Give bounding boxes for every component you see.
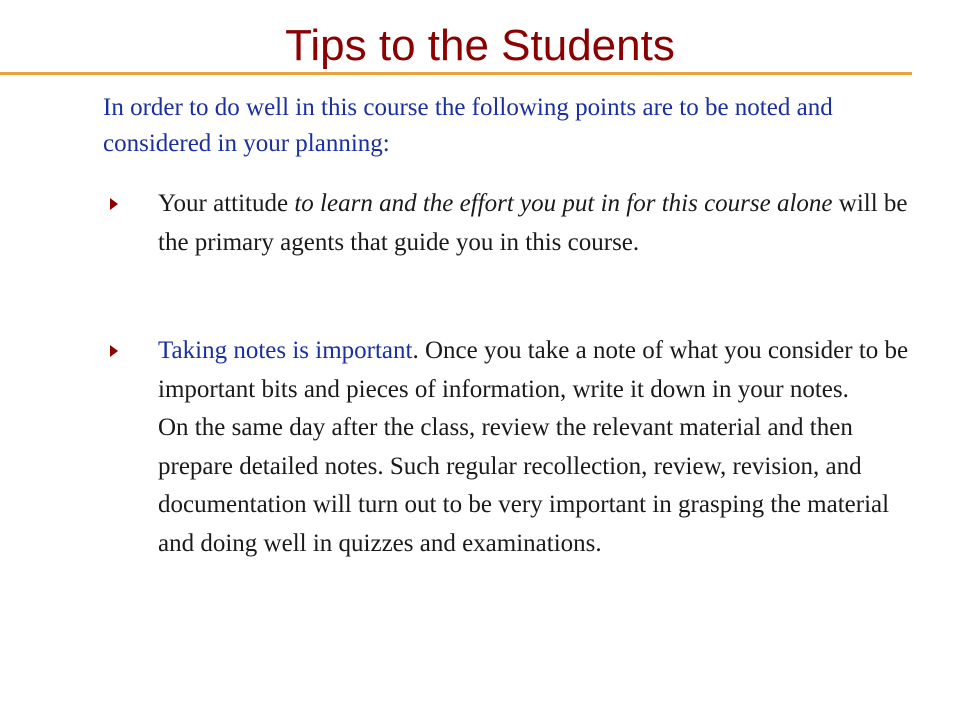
bullet-text: [158, 332, 918, 563]
bullet-text-highlight: Taking notes is important: [158, 337, 413, 364]
bullet-text: [158, 185, 918, 262]
bullet-text-part: . Once you take a note of what you consider to be important bits and pieces of information, write it down in your notes.: [158, 337, 909, 403]
triangle-right-bullet-icon: [110, 345, 118, 357]
bullet-text-part: will be the primary agents that guide you in this course.: [158, 190, 908, 256]
bullet-text-part: Your attitude: [158, 190, 295, 217]
bullet-text-part: On the same day after the class, review the relevant material and then prepare detailed notes. Such regular recollection, review, revision, and documentation will turn out to be very important in grasping the material and doing well in quizzes and examinations.: [158, 414, 890, 557]
intro-text: In order to do well in this course the following points are to be noted and considered in your planning:: [103, 94, 833, 157]
title-divider: [0, 72, 912, 75]
bullet-text-italic: to learn and the effort you put in for this course alone: [294, 190, 833, 217]
triangle-right-bullet-icon: [110, 198, 118, 210]
slide-title: Tips to the Students: [285, 21, 675, 70]
